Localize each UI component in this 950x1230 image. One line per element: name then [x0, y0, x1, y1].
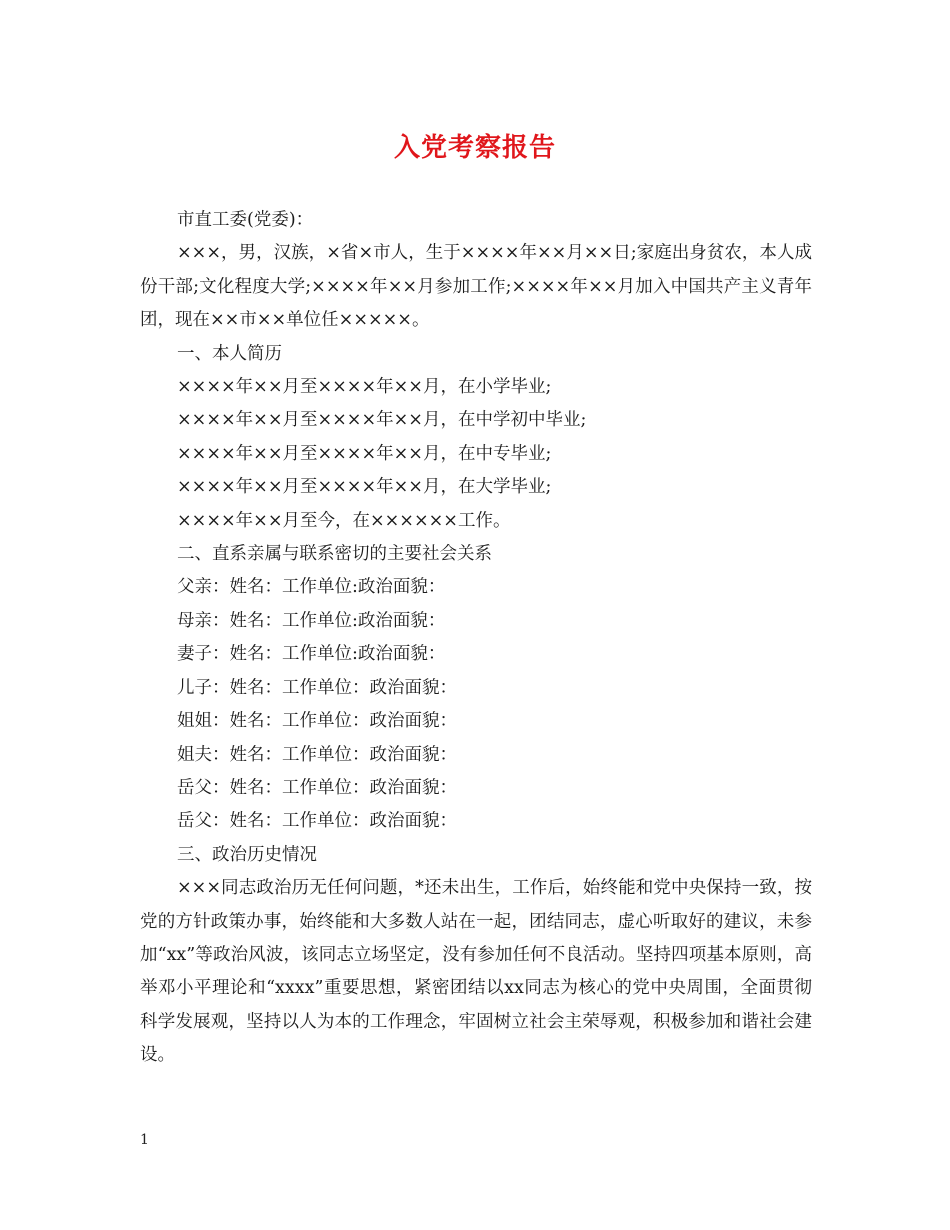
personal-info-paragraph: ×××，男，汉族，×省×市人，生于××××年××月××日;家庭出身贫农，本人成份干部;文化程度大学;××××年××月参加工作;××××年××月加入中国共产主义青年团，现在××市××单位任×××××。 [140, 243, 812, 331]
page-number: 1 [140, 1132, 149, 1148]
document-body [140, 204, 812, 1073]
section-heading-political-history: 三、政治历史情况 [177, 844, 317, 865]
document-title: 入党考察报告 [393, 133, 556, 163]
relation-line: 儿子：姓名：工作单位：政治面貌： [177, 677, 457, 698]
relation-line: 岳父：姓名：工作单位：政治面貌： [177, 777, 457, 798]
resume-line: ××××年××月至××××年××月，在中专毕业; [177, 443, 552, 464]
salutation: 市直工委(党委)： [177, 210, 314, 230]
relation-line: 父亲：姓名：工作单位:政治面貌： [177, 577, 446, 598]
relation-line: 岳父：姓名：工作单位：政治面貌： [177, 811, 457, 832]
resume-line: ××××年××月至××××年××月，在小学毕业; [177, 377, 552, 398]
resume-line: ××××年××月至××××年××月，在中学初中毕业; [177, 410, 587, 431]
resume-line: ××××年××月至××××年××月，在大学毕业; [177, 477, 552, 498]
relation-line: 母亲：姓名：工作单位:政治面貌： [177, 610, 446, 631]
relation-line: 姐姐：姓名：工作单位：政治面貌： [177, 711, 457, 732]
section-heading-relations: 二、直系亲属与联系密切的主要社会关系 [177, 544, 492, 565]
political-history-paragraph: ×××同志政治历无任何问题，*还未出生，工作后，始终能和党中央保持一致，按党的方针政策办事，始终能和大多数人站在一起，团结同志，虚心听取好的建议，未参加“xx”等政治风波，该同志立场坚定，没有参加任何不良活动。坚持四项基本原则，高举邓小平理论和“xxxx”重要思想，紧密团结以xx同志为核心的党中央周围，全面贯彻科学发展观，坚持以人为本的工作理念，牢固树立社会主荣辱观，积极参加和谐社会建设。 [140, 878, 812, 1066]
section-heading-resume: 一、本人简历 [177, 343, 282, 364]
resume-line: ××××年××月至今，在××××××工作。 [177, 510, 511, 531]
relation-line: 妻子：姓名：工作单位:政治面貌： [177, 644, 446, 665]
relation-line: 姐夫：姓名：工作单位：政治面貌： [177, 744, 457, 765]
